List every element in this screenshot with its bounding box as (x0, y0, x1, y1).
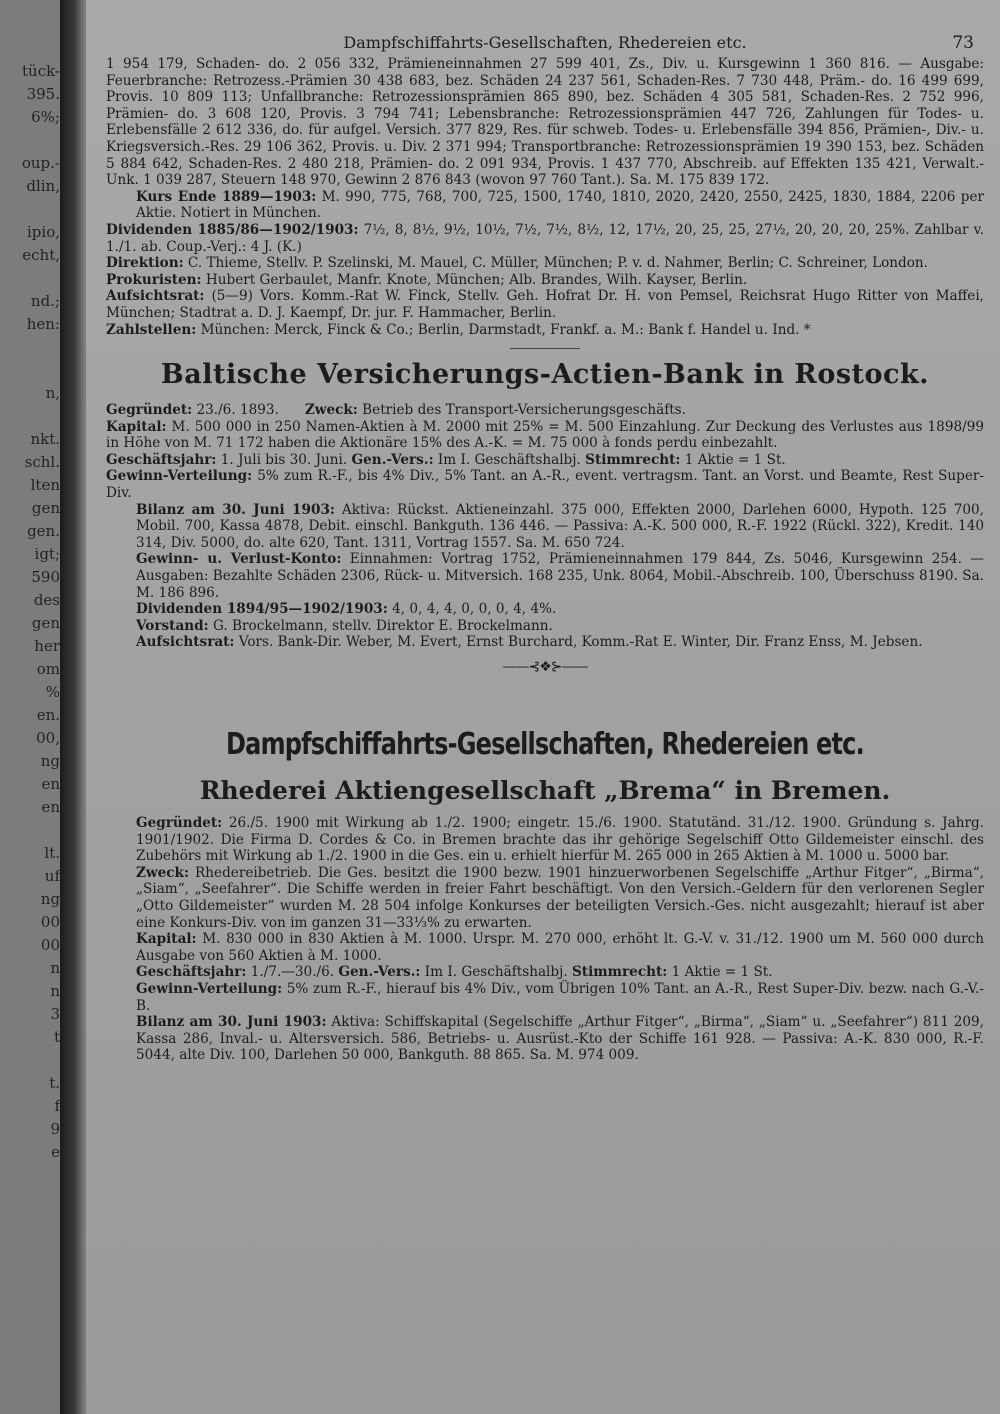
previous-page-fragment: schl. (24, 453, 60, 471)
dividends-paragraph (106, 222, 984, 255)
running-head (106, 30, 984, 56)
previous-page-fragment: uf (44, 867, 60, 885)
supervisory-label: Aufsichtsrat: (136, 634, 235, 651)
previous-page-fragment: 00 (40, 913, 60, 931)
balance-label: Bilanz am 30. Juni 1903: (136, 501, 335, 518)
dividends-label: Dividenden 1894/95—1902/1903: (136, 601, 388, 618)
baltische-founded (106, 402, 984, 419)
page-content (106, 30, 984, 1064)
prokuristen-label: Prokuristen: (106, 271, 202, 288)
voting-label: Stimmrecht: (585, 451, 681, 468)
previous-page-fragment: gen (31, 499, 60, 517)
page (86, 0, 1000, 1414)
previous-page-fragment (0, 819, 60, 842)
baltische-board (106, 618, 984, 635)
previous-page-column (0, 60, 60, 1164)
previous-page-fragment: n (50, 959, 60, 977)
supervisory-text: Vors. Bank-Dir. Weber, M. Evert, Ernst Burchard, Komm.-Rat E. Winter, Dir. Franz Enss, M. Jebsen. (238, 634, 923, 651)
previous-page-fragment: n (50, 982, 60, 1000)
balance-label: Bilanz am 30. Juni 1903: (136, 1014, 327, 1031)
assembly-label: Gen.-Vers.: (338, 964, 421, 981)
assembly-label: Gen.-Vers.: (351, 451, 434, 468)
continued-entry (106, 56, 984, 338)
baltische-capital (106, 419, 984, 452)
brema-balance (106, 1014, 984, 1064)
previous-page-fragment: en (41, 798, 60, 816)
separator-rule (510, 348, 580, 349)
previous-page-fragment (0, 129, 60, 152)
previous-page-fragment: 395. (26, 85, 60, 103)
profit-distribution-text: 5% zum R.-F., hierauf bis 4% Div., vom Übrigen 10% Tant. an A.-R., Rest Super-Div. bezw. nach G.-V.-B. (136, 980, 984, 1014)
previous-page-fragment: t (53, 1028, 60, 1046)
zahlstellen-label: Zahlstellen: (106, 321, 197, 338)
brema-purpose (106, 865, 984, 931)
dividends-label: Dividenden 1885/86—1902/1903: (106, 221, 359, 238)
founded-label: Gegründet: (136, 815, 223, 831)
baltische-title: Baltische Versicherungs-Actien-Bank in Rostock. (160, 359, 930, 391)
baltische-fiscal (106, 452, 984, 469)
purpose-label: Zweck: (304, 402, 358, 419)
kurs-paragraph (106, 189, 984, 222)
previous-page-fragment: nkt. (30, 430, 60, 448)
capital-text: M. 830 000 in 830 Aktien à M. 1000. Urspr. M. 270 000, erhöht lt. G.-V. v. 31./12. 1900 um M. 560 000 durch Ausgabe von 560 Aktien à M. 1000. (136, 931, 984, 964)
previous-page-fragment: lt. (44, 844, 60, 862)
previous-page-fragment: 00, (36, 729, 60, 747)
purpose-label: Zweck: (136, 864, 189, 881)
kurs-text: M. 990, 775, 768, 700, 725, 1500, 1740, 1810, 2020, 2420, 2550, 2425, 1830, 1884, 2206 per Aktie. Notiert in München. (136, 188, 984, 222)
previous-page-fragment: ng (40, 752, 60, 770)
previous-page-fragment (0, 405, 60, 428)
fiscal-text: 1. Juli bis 30. Juni. (220, 451, 348, 468)
continued-text: 1 954 179, Schaden- do. 2 056 332, Prämieneinnahmen 27 599 401, Zs., Div. u. Kursgewinn 1 360 816. — Ausgabe: Feuerbranche: Retrozess.-Prämien 30 438 683, bez. Schäden 24 237 561, Schaden-Res. 7 730 448, Präm.- do. 16 499 699, Provis. 10 809 113; Unfallbranche: Retrozessionsprämien 865 890, bez. Schäden 4 305 581, Schaden-Res. 2 752 996, Prämien- do. 3 608 120, Provis. 3 794 741; Lebensbranche: Retrozessionsprämien 447 726, Zahlungen für Todes- u. Erlebensfälle 2 612 336, do. für aufgel. Versich. 377 829, Res. für schweb. Todes- u. Erlebensfälle 394 856, Prämien-, Div.- u. Kriegsversich.-Res. 29 106 362, Provis. u. Div. 2 371 994; Transportbranche: Retrozessionsprämien 19 390 153, bez. Schäden 5 884 642, Schaden-Res. 2 480 218, Prämien- do. 2 091 934, Provis. 1 437 770, Abschreib. auf Effekten 135 421, Verwalt.-Unk. 1 039 287, Steuern 148 970, Gewinn 2 876 843 (wovon 97 760 Tant.). Sa. M. 175 839 172. (106, 56, 984, 189)
prokuristen-text: Hubert Gerbaulet, Manfr. Knote, München; Alb. Brandes, Wilh. Kayser, Berlin. (205, 271, 748, 288)
previous-page-fragment: igt; (34, 545, 60, 563)
previous-page-fragment: ipio, (27, 223, 60, 241)
previous-page-fragment: f (54, 1097, 60, 1115)
previous-page-fragment: echt, (22, 246, 60, 264)
previous-page-fragment: 3 (50, 1005, 60, 1023)
fiscal-label: Geschäftsjahr: (106, 451, 217, 468)
capital-label: Kapital: (136, 931, 197, 948)
baltische-profit-loss (106, 551, 984, 601)
zahlstellen-text: München: Merck, Finck & Co.; Berlin, Darmstadt, Frankf. a. M.: Bank f. Handel u. Ind. * (200, 321, 811, 338)
baltische-profit-distribution (106, 468, 984, 501)
previous-page-fragment: 9 (50, 1120, 60, 1138)
brema-capital (106, 931, 984, 964)
direktion-text: C. Thieme, Stellv. P. Szelinski, M. Mauel, C. Müller, München; P. v. d. Nahmer, Berlin; C. Schreiner, London. (187, 255, 928, 272)
previous-page-fragment: 590 (31, 568, 60, 586)
aufsichtsrat-label: Aufsichtsrat: (106, 288, 205, 305)
aufsichtsrat-text: (5—9) Vors. Komm.-Rat W. Finck, Stellv. Geh. Hofrat Dr. H. von Pemsel, Reichsrat Hugo Ritter von Maffei, München; Stadtrat a. D. J. Kaempf, Dr. jur. F. Hammacher, Berlin. (106, 288, 984, 321)
previous-page-fragment (0, 198, 60, 221)
fiscal-text: 1./7.—30./6. (250, 964, 335, 981)
previous-page-fragment: dlin, (26, 177, 60, 195)
brema-entry (106, 815, 984, 1064)
previous-page-fragment: en (41, 775, 60, 793)
previous-page-fragment: lten (30, 476, 60, 494)
purpose-text: Rhedereibetrieb. Die Ges. besitzt die 1900 bezw. 1901 hinzuerworbenen Segelschiffe „Arthur Fitger“, „Birma“, „Siam“, „Seefahrer“. Die Schiffe werden in freier Fahrt beschäftigt. Von den Versich.-Geldern für den verlorenen Segler „Otto Gildemeister“ wurden M. 28 504 infolge Konkurses der beteiligten Versich.-Ges. nicht ausgezahlt; hierauf ist aber eine Konkurs-Div. von im ganzen 31—33⅓% zu erwarten. (136, 864, 984, 931)
brema-fiscal (106, 964, 984, 981)
previous-page-fragment: hen: (26, 315, 60, 333)
assembly-text: Im I. Geschäftshalbj. (437, 451, 581, 468)
previous-page-fragment: ng (40, 890, 60, 908)
baltische-balance (106, 502, 984, 552)
previous-page-fragment: 6%; (31, 108, 60, 126)
direktion-label: Direktion: (106, 255, 184, 272)
previous-page-strip (0, 0, 90, 1414)
page-number: 73 (952, 33, 974, 53)
previous-page-fragment: e (51, 1143, 60, 1161)
balance-text: Aktiva: Rückst. Aktieneinzahl. 375 000, Effekten 2000, Darlehen 6000, Hypoth. 125 700, Mobil. 700, Kassa 4878, Debit. einschl. Bankguth. 136 446. — Passiva: A.-K. 500 000, R.-F. 1922 (Rückl. 322), Kredit. 140 314, Div. 5000, do. alte 620, Tant. 1311, Vortrag 1557. Sa. M. 650 724. (136, 501, 984, 551)
previous-page-fragment (0, 336, 60, 359)
board-text: G. Brockelmann, stellv. Direktor E. Brockelmann. (213, 617, 553, 634)
previous-page-fragment: en. (36, 706, 60, 724)
baltische-supervisory (106, 634, 984, 651)
previous-page-fragment: gen. (27, 522, 60, 540)
previous-page-fragment: 00 (40, 936, 60, 954)
aufsichtsrat-paragraph (106, 288, 984, 321)
profit-distribution-text: 5% zum R.-F., bis 4% Div., 5% Tant. an A.-R., event. vertragsm. Tant. an Vorst. und Beamte, Rest Super-Div. (106, 468, 984, 502)
purpose-text: Betrieb des Transport-Versicherungsgeschäfts. (362, 402, 686, 419)
balance-text: Aktiva: Schiffskapital (Segelschiffe „Arthur Fitger“, „Birma“, „Siam“ u. „Seefahrer“) 811 209, Kassa 286, Inval.- u. Altersversich. 586, Betriebs- u. Ausrüst.-Kto der Schiffe 161 928. — Passiva: A.-K. 830 000, R.-F. 5044, alte Div. 100, Darlehen 50 000, Bankguth. 88 865. Sa. M. 974 009. (136, 1014, 985, 1064)
previous-page-fragment (0, 359, 60, 382)
previous-page-fragment: n, (45, 384, 60, 402)
profit-distribution-label: Gewinn-Verteilung: (136, 980, 283, 997)
capital-label: Kapital: (106, 418, 167, 435)
previous-page-fragment (0, 1049, 60, 1072)
running-head-title: Dampfschiffahrts-Gesellschaften, Rhedereien etc. (343, 33, 747, 52)
brema-title: Rhederei Aktiengesellschaft „Brema“ in Bremen. (199, 776, 891, 805)
book-gutter (60, 0, 84, 1414)
previous-page-fragment: gen (31, 614, 60, 632)
prokuristen-paragraph (106, 272, 984, 289)
voting-text: 1 Aktie = 1 St. (684, 451, 786, 468)
baltische-entry (106, 402, 984, 651)
previous-page-fragment: oup.- (21, 154, 60, 172)
direktion-paragraph (106, 255, 984, 272)
founded-label: Gegründet: (106, 402, 193, 419)
previous-page-fragment: nd.; (30, 292, 60, 310)
previous-page-fragment: des (33, 591, 60, 609)
assembly-text: Im I. Geschäftshalbj. (424, 964, 568, 981)
previous-page-fragment: her (34, 637, 60, 655)
brema-founded (106, 815, 984, 865)
zahlstellen-paragraph (106, 322, 984, 339)
fiscal-label: Geschäftsjahr: (136, 964, 247, 981)
voting-label: Stimmrecht: (571, 964, 668, 981)
ornament-divider: ——⊰❖⊱—— (502, 659, 588, 675)
capital-text: M. 500 000 in 250 Namen-Aktien à M. 2000 mit 25% = M. 500 Einzahlung. Zur Deckung des Verlustes aus 1898/99 in Höhe von M. 71 172 haben die Aktionäre 15% des A.-K. = M. 75 000 à fonds perdu einbezahlt. (106, 418, 984, 452)
previous-page-fragment (0, 267, 60, 290)
profit-distribution-label: Gewinn-Verteilung: (106, 468, 253, 485)
previous-page-fragment: om (36, 660, 60, 678)
founded-text: 26./5. 1900 mit Wirkung ab 1./2. 1900; eingetr. 15./6. 1900. Statutänd. 31./12. 1900. Gründung s. Jahrg. 1901/1902. Die Firma D. Cordes & Co. in Bremen brachte das ihr gehörige Segelschiff Otto Gildemeister einschl. des Zubehörs mit Wirkung ab 1./2. 1900 in die Ges. ein u. erhielt hierfür M. 265 000 in 265 Aktien à M. 1000 u. 5000 bar. (136, 815, 984, 865)
dividends-text: 4, 0, 4, 4, 0, 0, 0, 4, 4%. (392, 601, 557, 618)
previous-page-fragment: tück- (22, 62, 60, 80)
profit-loss-label: Gewinn- u. Verlust-Konto: (136, 551, 342, 568)
baltische-dividends (106, 601, 984, 618)
voting-text: 1 Aktie = 1 St. (671, 964, 773, 981)
brema-profit-distribution (106, 981, 984, 1014)
founded-text: 23./6. 1893. (196, 402, 279, 419)
dividends-text: 7½, 8, 8½, 9½, 10½, 7½, 7½, 8½, 12, 17½, 20, 25, 25, 27½, 20, 20, 20, 25%. Zahlbar v. 1./1. ab. Coup.-Verj.: 4 J. (K.) (106, 221, 984, 255)
board-label: Vorstand: (136, 617, 209, 634)
previous-page-fragment: t. (49, 1074, 60, 1092)
section-heading: Dampfschiffahrts-Gesellschaften, Rhedereien etc. (226, 727, 864, 762)
kurs-label: Kurs Ende 1889—1903: (136, 188, 317, 205)
previous-page-fragment: % (45, 683, 60, 701)
profit-loss-text: Einnahmen: Vortrag 1752, Prämieneinnahmen 179 844, Zs. 5046, Kursgewinn 254. — Ausgaben: Bezahlte Schäden 2306, Rück- u. Mitversich. 168 235, Unk. 8064, Mobil.-Abschreib. 100, Überschuss 8190. Sa. M. 186 896. (136, 551, 984, 601)
